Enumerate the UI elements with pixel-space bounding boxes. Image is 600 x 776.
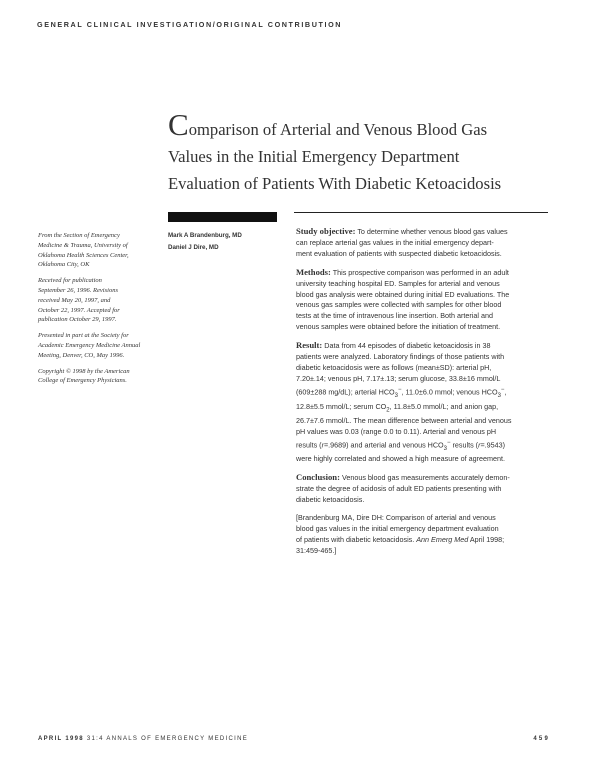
footer-journal: ANNALS OF EMERGENCY MEDICINE <box>106 736 249 742</box>
running-header: GENERAL CLINICAL INVESTIGATION/ORIGINAL CONTRIBUTION <box>37 20 343 29</box>
author-bar <box>168 212 277 222</box>
affiliation-note: From the Section of Emergency Medicine & Trauma, University of Oklahoma Health Sciences Center, Oklahoma City, OK <box>38 232 129 269</box>
abstract-conclusion: Conclusion: Venous blood gas measurements accurately demon- strate the degree of acidosis of adult ED patients presenting with diabetic ketoacidosis. <box>296 472 510 505</box>
objective-label: Study objective: <box>296 226 356 236</box>
abstract-methods: Methods: This prospective comparison was performed in an adult university teaching hospital ED. Samples for arterial and venous blood gas analysis were obtained during initial ED evaluations. The venous gas samples were collected with samples for other blood tests at the time of intravenous line insertion. Both arterial and venous samples were obtained before the initiation of treatment. <box>296 266 510 332</box>
footer-issue: 31:4 <box>86 736 104 742</box>
title-line-3: Evaluation of Patients With Diabetic Ketoacidosis <box>168 174 502 193</box>
author-1: Mark A Brandenburg, MD <box>168 232 242 239</box>
abstract-citation: [Brandenburg MA, Dire DH: Comparison of arterial and venous blood gas values in the initial emergency department evaluation of patients with diabetic ketoacidosis. Ann Emerg Med April 1998; 31:459-465.] <box>296 513 505 555</box>
sidebar-notes <box>38 231 160 392</box>
author-2: Daniel J Dire, MD <box>168 244 219 251</box>
result-label: Result: <box>296 340 323 351</box>
methods-label: Methods: <box>296 266 331 277</box>
page-footer <box>38 736 550 742</box>
dates-note: Received for publication September 26, 1996. Revisions received May 20, 1997, and October 22, 1997. Accepted for publication October 29, 1997. <box>38 277 120 324</box>
abstract-objective: Study objective: To determine whether venous blood gas values can replace arterial gas values in the initial emergency depart- ment evaluation of patients with suspected diabetic ketoacidosis. <box>296 226 508 258</box>
footer-date: APRIL 1998 <box>38 736 84 742</box>
title-line-1 <box>168 107 548 143</box>
abstract-result: Result: Data from 44 episodes of diabetic ketoacidosis in 38 patients were analyzed. Laboratory findings of those patients with diabetic ketoacidosis were as follows (mean±SD): arterial pH, 7.20±.14; venous pH, 7.17±.13; serum glucose, 33.8±16 mmol/L (609±288 mg/dL); arterial $HCO_3^-$, 11.0±6.0 mmol; venous $HCO_3^-$, 12.8±5.5 mmol/L; serum $CO_2$, 11.8±5.0 mmol/L; and anion gap, 26.7±7.6 mmol/L. The mean difference between arterial and venous pH values was 0.03 (range 0.0 to 0.11). Arterial and venous pH results (r=.9689) and arterial and venous $HCO_3^-$ results (r=.9543) were highly correlated and showed a high measure of agreement. <box>296 340 512 464</box>
title-line-2: Values in the Initial Emergency Department <box>168 147 460 166</box>
copyright-note: Copyright © 1998 by the American College of Emergency Physicians. <box>38 367 130 385</box>
article-title <box>168 107 548 197</box>
citation-journal: Ann Emerg Med <box>416 534 469 544</box>
author-list <box>168 230 242 254</box>
presented-note: Presented in part at the Society for Academic Emergency Medicine Annual Meeting, Denver, CO, May 1996. <box>38 332 141 359</box>
abstract-rule <box>294 212 548 213</box>
title-dropcap: C <box>168 107 189 142</box>
conclusion-label: Conclusion: <box>296 472 340 483</box>
page-number: 459 <box>533 736 550 742</box>
abstract <box>296 226 552 564</box>
title-line-1-text: omparison of Arterial and Venous Blood Gas <box>188 120 488 139</box>
